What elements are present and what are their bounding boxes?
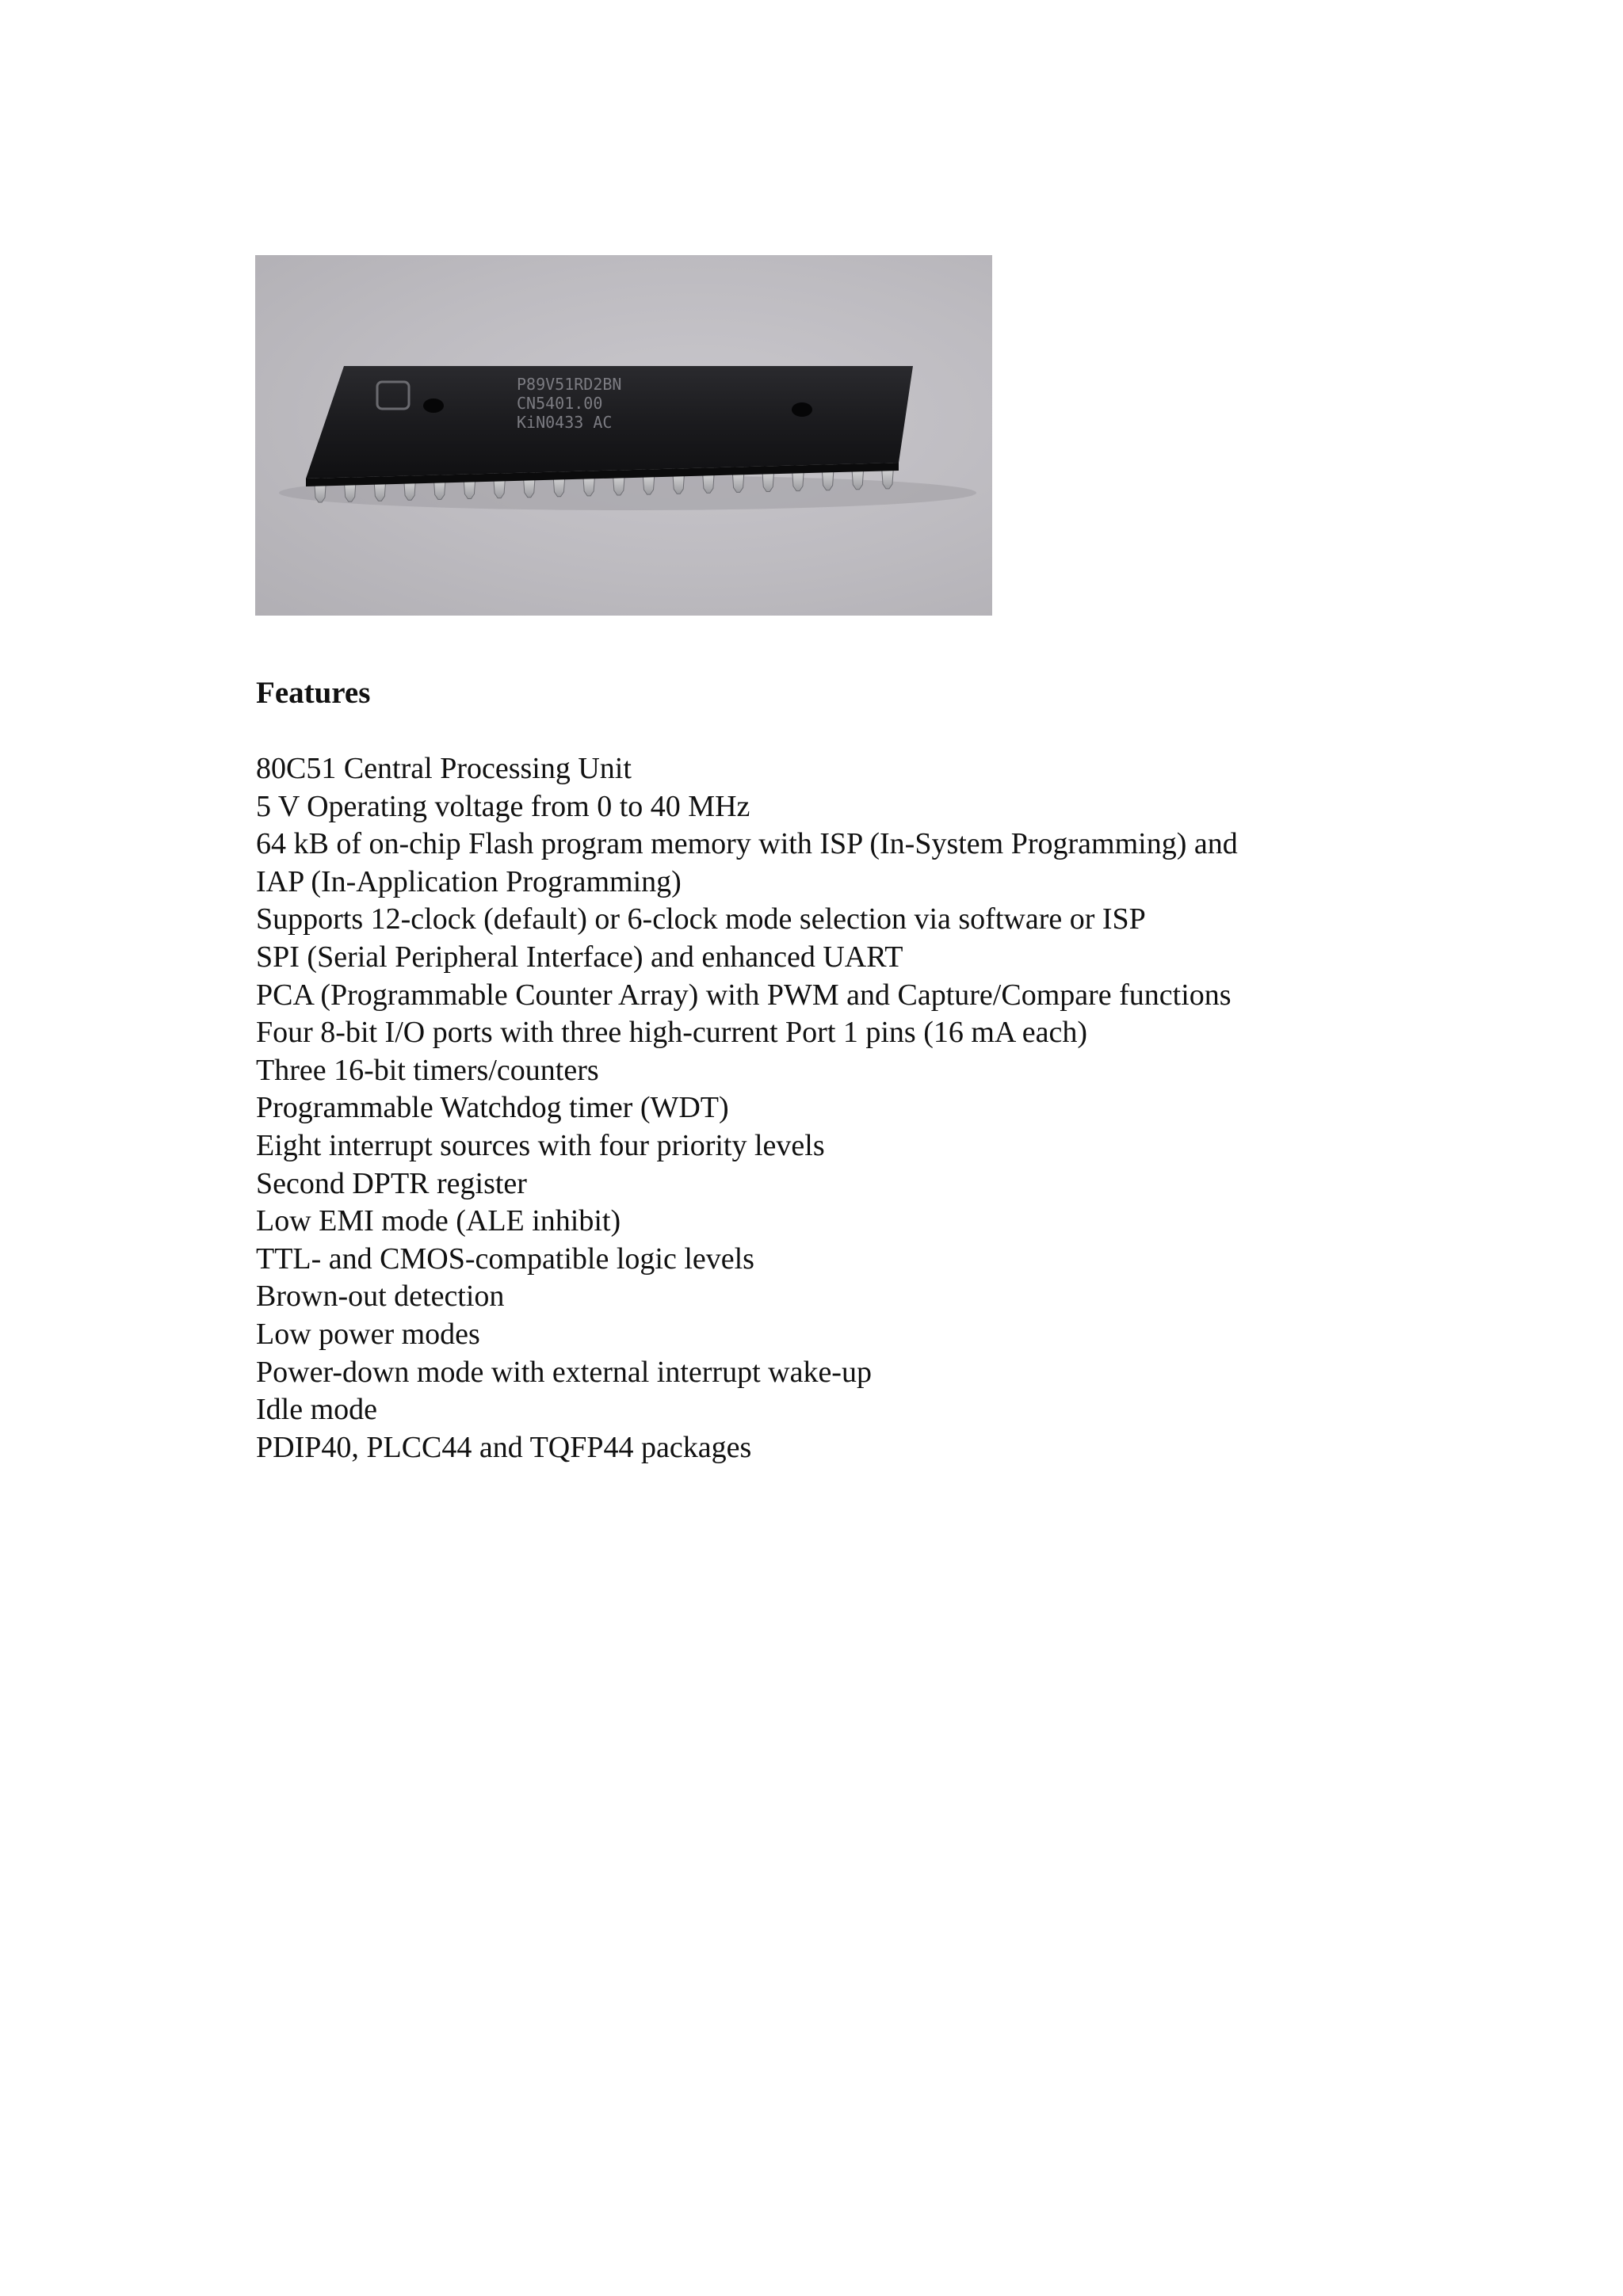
- feature-item: 64 kB of on-chip Flash program memory with ISP (In-System Programming) and: [256, 827, 1238, 861]
- feature-item: TTL- and CMOS-compatible logic levels: [256, 1241, 754, 1276]
- feature-item: 5 V Operating voltage from 0 to 40 MHz: [256, 789, 750, 823]
- chip-marking-line-1: P89V51RD2BN: [517, 375, 622, 394]
- feature-item: Three 16-bit timers/counters: [256, 1053, 599, 1087]
- feature-item: Second DPTR register: [256, 1166, 527, 1200]
- feature-item: Eight interrupt sources with four priority levels: [256, 1128, 825, 1162]
- chip-illustration: [255, 255, 992, 616]
- notch-dimple: [792, 402, 812, 417]
- feature-item: Power-down mode with external interrupt wake-up: [256, 1355, 872, 1389]
- feature-item: Programmable Watchdog timer (WDT): [256, 1091, 729, 1125]
- feature-item: PDIP40, PLCC44 and TQFP44 packages: [256, 1430, 752, 1464]
- feature-item: Supports 12-clock (default) or 6-clock mode selection via software or ISP: [256, 902, 1146, 936]
- feature-item: Low power modes: [256, 1317, 480, 1351]
- chip-marking-line-3: KiN0433 AC: [517, 413, 613, 432]
- feature-item: 80C51 Central Processing Unit: [256, 752, 632, 785]
- features-heading: Features: [256, 676, 371, 710]
- feature-item: PCA (Programmable Counter Array) with PWM and Capture/Compare functions: [256, 978, 1232, 1012]
- features-list: [256, 750, 1405, 1466]
- feature-item: Four 8-bit I/O ports with three high-current Port 1 pins (16 mA each): [256, 1016, 1088, 1050]
- feature-item: IAP (In-Application Programming): [256, 864, 682, 898]
- chip-marking-line-2: CN5401.00: [517, 394, 603, 413]
- chip-photo: [255, 255, 992, 616]
- feature-item: Idle mode: [256, 1393, 378, 1427]
- feature-item: Low EMI mode (ALE inhibit): [256, 1204, 621, 1238]
- pin1-dimple: [423, 399, 444, 413]
- feature-item: SPI (Serial Peripheral Interface) and enhanced UART: [256, 940, 903, 974]
- feature-item: Brown-out detection: [256, 1280, 505, 1314]
